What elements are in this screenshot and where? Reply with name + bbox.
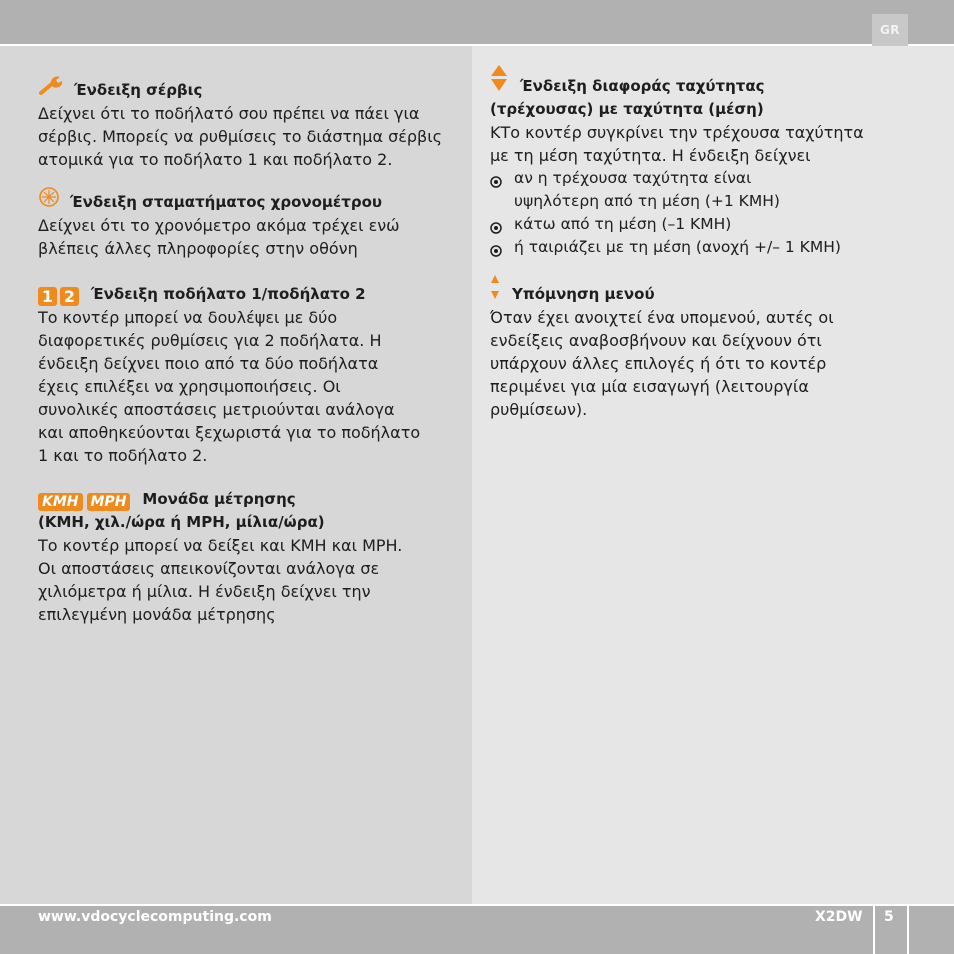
bike-line: διαφορετικές ρυθμίσεις για 2 ποδήλατα. Η — [38, 331, 382, 350]
speed-line: ΚΤο κοντέρ συγκρίνει την τρέχουσα ταχύτητα — [490, 123, 864, 142]
service-line: σέρβις. Μπορείς να ρυθμίσεις το διάστημα σέρβις — [38, 127, 443, 146]
footer-divider — [907, 906, 909, 954]
bullseye-bullet-icon — [490, 241, 502, 264]
stopwatch-line: Δείχνει ότι το χρονόμετρο ακόμα τρέχει ενώ — [38, 216, 400, 235]
units-line: Το κοντέρ μπορεί να δείξει και KMH και MPH. — [38, 536, 403, 555]
bike-line: ένδειξη δείχνει ποιο από τα δύο ποδήλατα — [38, 354, 379, 373]
bullseye-bullet-icon — [490, 172, 502, 195]
units-title: Μονάδα μέτρησης — [142, 490, 296, 508]
kmh-badge: KMH — [38, 493, 83, 511]
menu-line: υπάρχουν άλλες επιλογές ή ότι το κοντέρ — [490, 354, 827, 373]
units-line: επιλεγμένη μονάδα μέτρησης — [38, 605, 276, 624]
bike-1-badge: 1 — [38, 287, 57, 306]
bike-title: Ένδειξη ποδήλατο 1/ποδήλατο 2 — [91, 285, 366, 303]
list-item — [490, 213, 930, 236]
speed-title: Ένδειξη διαφοράς ταχύτητας — [520, 77, 765, 95]
bullet-text: ή ταιριάζει με τη μέση (ανοχή +/– 1 KMH) — [514, 238, 841, 256]
footer-model: X2DW — [815, 909, 863, 925]
header-bar — [0, 0, 954, 44]
language-label: GR — [872, 14, 908, 46]
wrench-icon — [38, 74, 66, 102]
menu-title: Υπόμνηση μενού — [512, 284, 655, 303]
stopwatch-title: Ένδειξη σταματήματος χρονομέτρου — [70, 193, 383, 211]
bike-line: έχεις επιλέξει να χρησιμοποιήσεις. Οι — [38, 377, 341, 396]
menu-line: ρυθμίσεων). — [490, 400, 588, 419]
section-menu-reminder — [490, 266, 930, 421]
footer-divider — [873, 906, 875, 954]
stopwatch-line: βλέπεις άλλες πληροφορίες στην οθόνη — [38, 239, 358, 258]
stopwatch-icon — [38, 186, 60, 214]
list-item — [490, 167, 930, 213]
menu-line: περιμένει για μία εισαγωγή (λειτουργία — [490, 377, 809, 396]
section-service — [38, 74, 468, 171]
speed-bullet-list — [490, 167, 930, 259]
section-stopwatch — [38, 188, 468, 260]
units-line: Οι αποστάσεις απεικονίζονται ανάλογα σε — [38, 559, 380, 578]
service-line: ατομικά για το ποδήλατο 1 και ποδήλατο 2. — [38, 150, 393, 169]
bullet-text: κάτω από τη μέση (–1 KMH) — [514, 215, 732, 233]
bullet-text: αν η τρέχουσα ταχύτητα είναι — [514, 169, 752, 187]
up-down-arrow-icon — [490, 64, 508, 98]
service-title: Ένδειξη σέρβις — [74, 81, 203, 99]
section-units — [38, 485, 468, 626]
menu-line: Όταν έχει ανοιχτεί ένα υπομενού, αυτές οι — [490, 308, 834, 327]
left-column — [0, 46, 472, 904]
down-arrow-icon — [490, 283, 500, 306]
bike-2-badge: 2 — [60, 287, 79, 306]
speed-subtitle: (τρέχουσας) με ταχύτητα (μέση) — [490, 100, 764, 118]
bullet-text: υψηλότερη από τη μέση (+1 KMH) — [514, 192, 780, 210]
section-speed-compare — [490, 66, 930, 259]
bike-line: Το κοντέρ μπορεί να δουλέψει με δύο — [38, 308, 338, 327]
section-bike — [38, 280, 468, 467]
list-item — [490, 236, 930, 259]
service-line: Δείχνει ότι το ποδήλατό σου πρέπει να πάει για — [38, 104, 420, 123]
page-number: 5 — [884, 909, 894, 925]
units-subtitle: (KMH, χιλ./ώρα ή MPH, μίλια/ώρα) — [38, 513, 325, 531]
menu-line: ενδείξεις αναβοσβήνουν και δείχνουν ότι — [490, 331, 822, 350]
mph-badge: MPH — [87, 493, 131, 511]
bike-line: συνολικές αποστάσεις μετριούνται ανάλογα — [38, 400, 395, 419]
units-line: χιλιόμετρα ή μίλια. Η ένδειξη δείχνει την — [38, 582, 371, 601]
footer-url: www.vdocyclecomputing.com — [38, 909, 272, 925]
bike-line: και αποθηκεύονται ξεχωριστά για το ποδήλατο — [38, 423, 421, 442]
speed-line: με τη μέση ταχύτητα. Η ένδειξη δείχνει — [490, 146, 811, 165]
bike-line: 1 και το ποδήλατο 2. — [38, 446, 208, 465]
